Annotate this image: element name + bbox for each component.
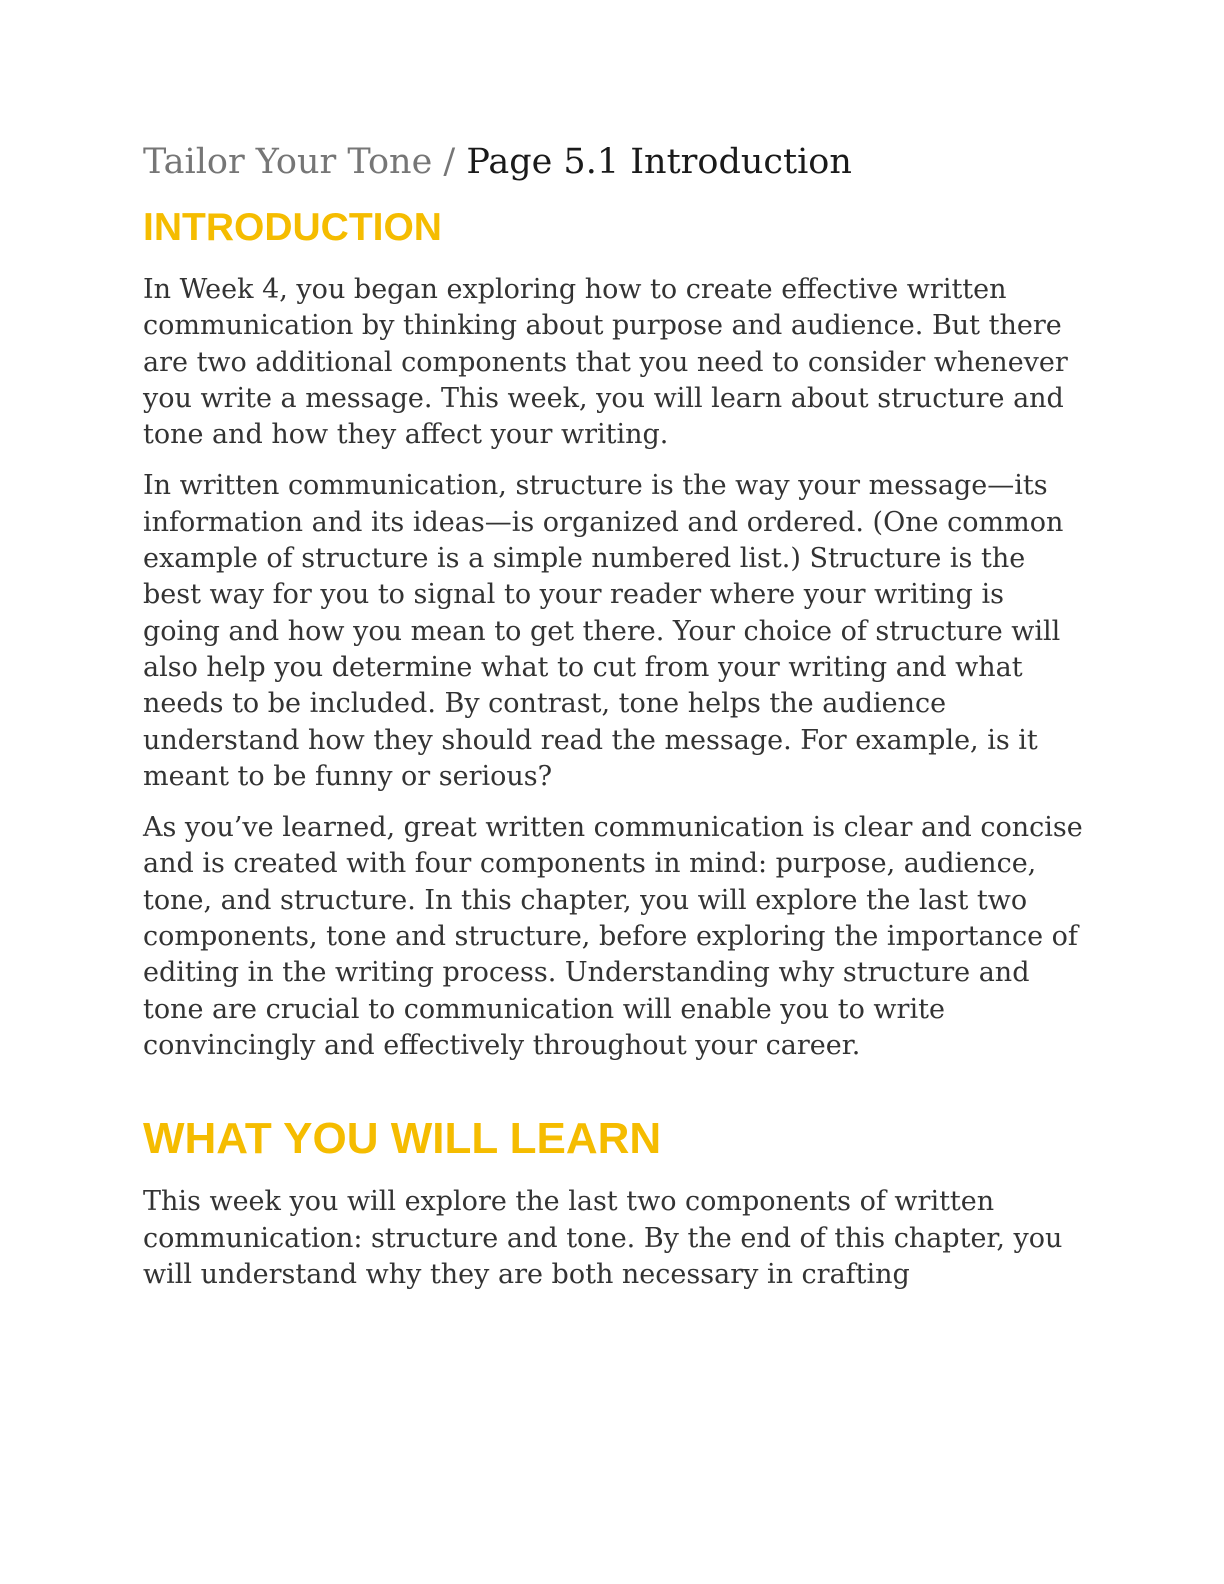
introduction-heading: INTRODUCTION bbox=[143, 206, 442, 249]
introduction-paragraph-2: In written communication, structure is the way your message—its information and its ideas—is organized and ordered. (One common example of structure is a simple numbered list.) Structure is the best way for you to signal to your reader where your writing is going and how you mean to get there. Your choice of structure will also help you determine what to cut from your writing and what needs to be included. By contrast, tone helps the audience understand how they should read the message. For example, is it meant to be funny or serious? bbox=[143, 470, 1064, 792]
what-you-will-learn-paragraph-1: This week you will explore the last two components of written communication: structure and tone. By the end of this chapter, you will understand why they are both necessary in crafting bbox=[143, 1186, 1063, 1290]
what-you-will-learn-heading: WHAT YOU WILL LEARN bbox=[143, 1114, 662, 1164]
introduction-paragraph-3: As you’ve learned, great written communication is clear and concise and is created with four components in mind: purpose, audience, tone, and structure. In this chapter, you will explore the last two components, tone and structure, before exploring the importance of editing in the writing process. Understanding why structure and tone are crucial to communication will enable you to write convincingly and effectively throughout your career. bbox=[143, 812, 1083, 1061]
breadcrumb-current-page: Page 5.1 Introduction bbox=[466, 142, 852, 182]
what-you-will-learn-section bbox=[143, 1112, 1083, 1293]
introduction-section bbox=[143, 204, 1083, 1064]
breadcrumb-section[interactable]: Tailor Your Tone bbox=[143, 142, 433, 182]
document-page bbox=[143, 136, 1083, 1308]
breadcrumb bbox=[143, 136, 1083, 188]
introduction-paragraph-1: In Week 4, you began exploring how to create effective written communication by thinking about purpose and audience. But there are two additional components that you need to consider whenever you write a message. This week, you will learn about structure and tone and how they affect your writing. bbox=[143, 274, 1068, 451]
breadcrumb-separator: / bbox=[432, 142, 467, 182]
